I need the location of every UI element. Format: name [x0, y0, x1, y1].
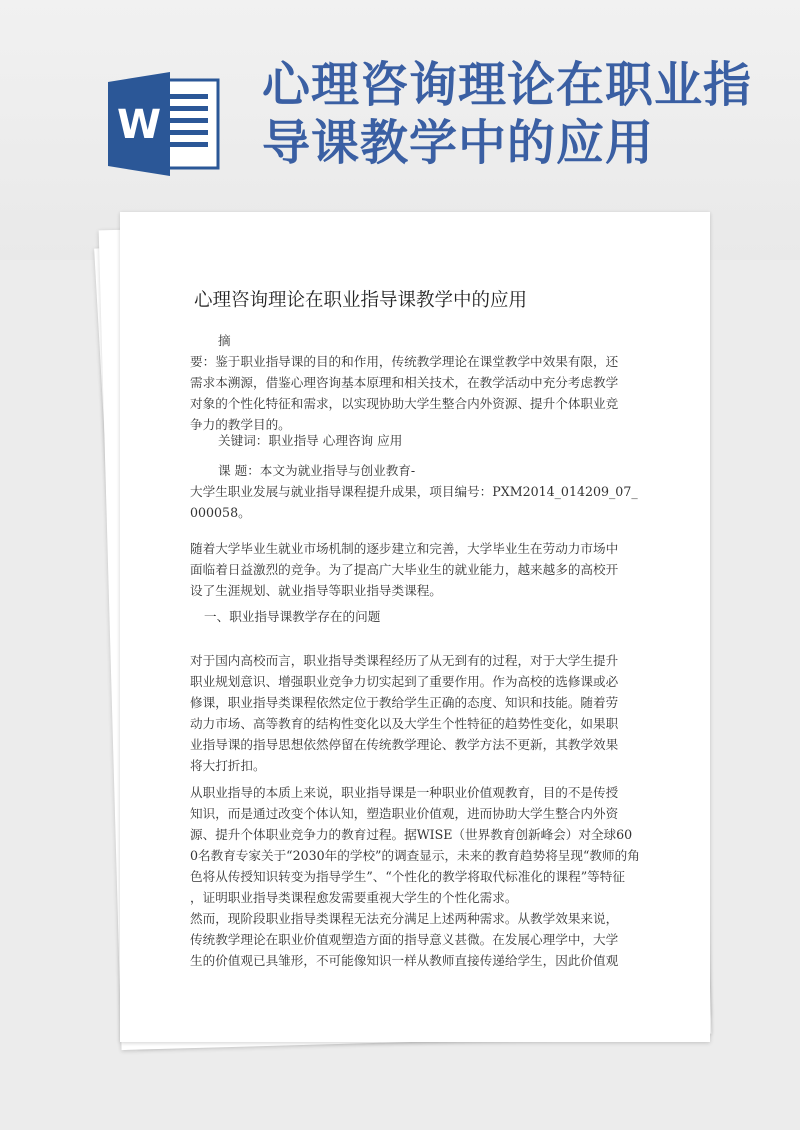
project-line: 课 题：本文为就业指导与创业教育- — [218, 463, 416, 478]
intro-line: 随着大学毕业生就业市场机制的逐步建立和完善，大学毕业生在劳动力市场中 — [190, 541, 619, 556]
paragraph-line: 知识，而是通过改变个体认知，塑造职业价值观，进而协助大学生整合内外资 — [190, 806, 619, 821]
intro-line: 设了生涯规划、就业指导等职业指导类课程。 — [190, 583, 442, 598]
paragraph-line: 修课，职业指导类课程依然定位于教给学生正确的态度、知识和技能。随着劳 — [190, 695, 619, 710]
body-paragraph-2 — [190, 782, 646, 908]
paragraph-line: 生的价值观已具雏形，不可能像知识一样从教师直接传递给学生，因此价值观 — [190, 953, 619, 968]
paragraph-line: 传统教学理论在职业价值观塑造方面的指导意义甚微。在发展心理学中，大学 — [190, 932, 619, 947]
document-page — [120, 212, 710, 1042]
abstract-line: 需求本溯源，借鉴心理咨询基本原理和相关技术，在教学活动中充分考虑教学 — [190, 375, 619, 390]
paragraph-line: 色将从传授知识转变为指导学生”、“个性化的教学将取代标准化的课程”等特征 — [190, 869, 625, 884]
abstract-line: 争力的教学目的。 — [190, 417, 291, 432]
paragraph-line: ，证明职业指导类课程愈发需要重视大学生的个性化需求。 — [190, 890, 518, 905]
project-line: 000058。 — [190, 505, 251, 520]
abstract-line: 要：鉴于职业指导课的目的和作用，传统教学理论在课堂教学中效果有限，还 — [190, 354, 619, 369]
paragraph-line: 然而，现阶段职业指导类课程无法充分满足上述两种需求。从教学效果来说， — [190, 911, 619, 926]
abstract-line: 摘 — [218, 333, 231, 348]
section-heading — [190, 606, 646, 627]
body-paragraph-1 — [190, 650, 646, 776]
project-paragraph — [190, 460, 646, 523]
paragraph-line: 职业规划意识、增强职业竞争力切实起到了重要作用。作为高校的选修课或必 — [190, 674, 619, 689]
header-title-line-2: 导课教学中的应用 — [262, 115, 655, 171]
word-document-icon — [108, 70, 220, 178]
intro-line: 面临着日益激烈的竞争。为了提高广大毕业生的就业能力，越来越多的高校开 — [190, 562, 619, 577]
abstract-line: 对象的个性化特征和需求，以实现协助大学生整合内外资源、提升个体职业竞 — [190, 396, 619, 411]
keywords-line: 关键词：职业指导 心理咨询 应用 — [218, 433, 403, 448]
paragraph-line: 从职业指导的本质上来说，职业指导课是一种职业价值观教育，目的不是传授 — [190, 785, 619, 800]
abstract-paragraph — [190, 330, 646, 435]
paragraph-line: 业指导课的指导思想依然停留在传统教学理论、教学方法不更新，其教学效果 — [190, 737, 619, 752]
logo-letter: W — [116, 102, 162, 148]
paragraph-line: 对于国内高校而言，职业指导类课程经历了从无到有的过程，对于大学生提升 — [190, 653, 619, 668]
section-heading-text: 一、职业指导课教学存在的问题 — [204, 609, 381, 624]
header-title-line-1: 心理咨询理论在职业指 — [262, 57, 753, 113]
body-paragraph-3 — [190, 908, 646, 971]
project-line: 大学生职业发展与就业指导课程提升成果，项目编号：PXM2014_014209_07_ — [190, 484, 638, 499]
header-title — [262, 56, 782, 172]
paragraph-line: 将大打折扣。 — [190, 758, 266, 773]
keywords-paragraph — [190, 430, 646, 451]
document-title: 心理咨询理论在职业指导课教学中的应用 — [194, 290, 528, 311]
paragraph-line: 动力市场、高等教育的结构性变化以及大学生个性特征的趋势性变化，如果职 — [190, 716, 619, 731]
paragraph-line: 0名教育专家关于“2030年的学校”的调查显示，未来的教育趋势将呈现“教师的角 — [190, 848, 640, 863]
paragraph-line: 源、提升个体职业竞争力的教育过程。据WISE（世界教育创新峰会）对全球60 — [190, 827, 633, 842]
intro-paragraph — [190, 538, 646, 601]
